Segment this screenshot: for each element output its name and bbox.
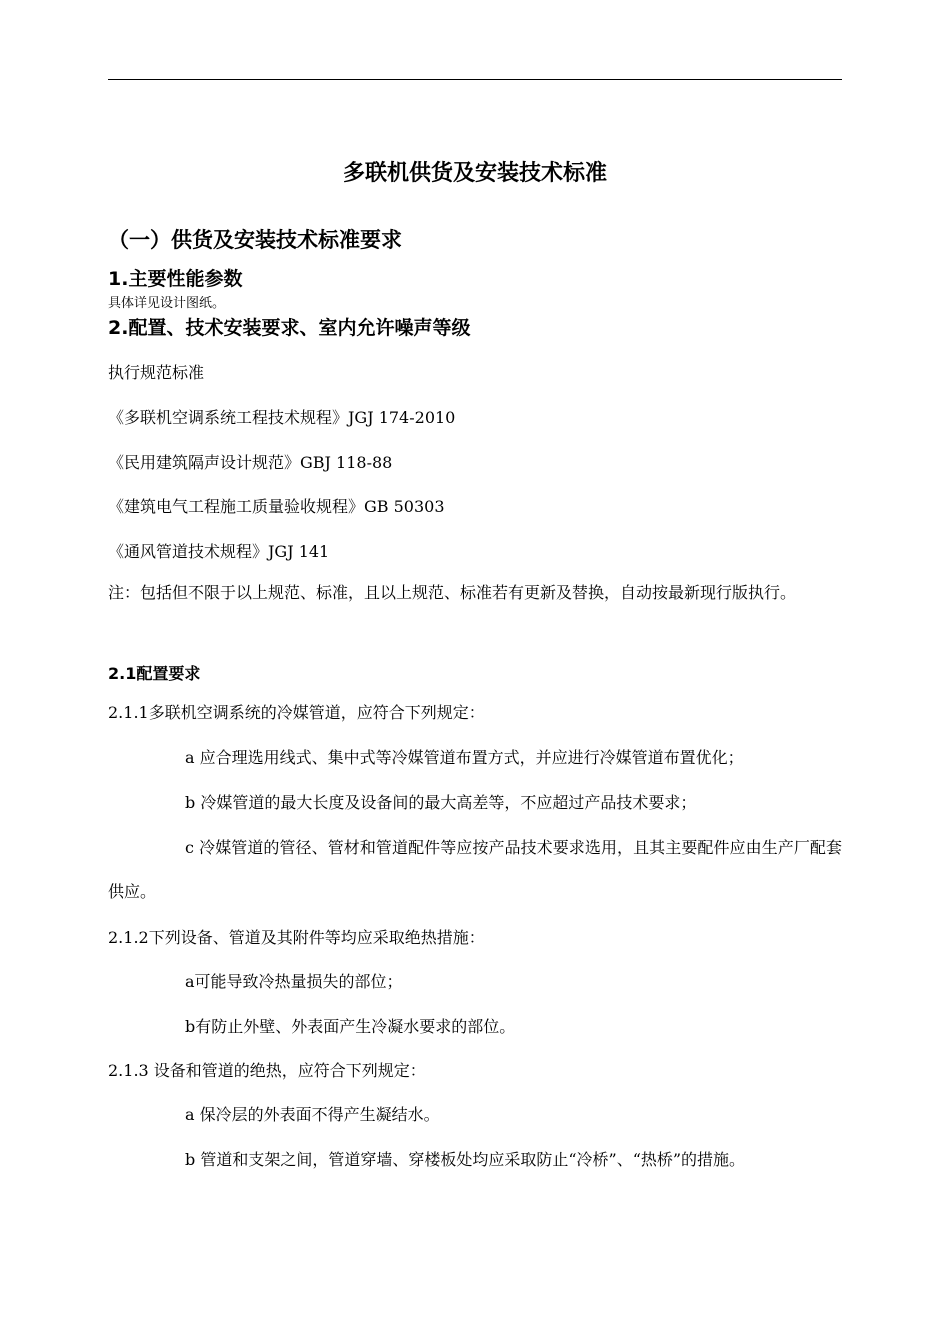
clause-2-1-3-a: a 保冷层的外表面不得产生凝结水。: [185, 1105, 440, 1124]
section-heading-1: （一）供货及安装技术标准要求: [108, 228, 402, 252]
standards-intro: 执行规范标准: [108, 363, 205, 382]
clause-2-1-2-a: a可能导致冷热量损失的部位；: [185, 972, 403, 991]
heading-configuration: 2.配置、技术安装要求、室内允许噪声等级: [108, 317, 471, 339]
standard-item: 《多联机空调系统工程技术规程》JGJ 174-2010: [108, 408, 456, 427]
standards-note: 注：包括但不限于以上规范、标准，且以上规范、标准若有更新及替换，自动按最新现行版执行。: [108, 583, 797, 602]
heading-2-1: 2.1配置要求: [108, 664, 201, 683]
standard-item: 《民用建筑隔声设计规范》GBJ 118-88: [108, 453, 393, 472]
clause-2-1-1: 2.1.1多联机空调系统的冷媒管道，应符合下列规定：: [108, 703, 485, 722]
standard-item: 《通风管道技术规程》JGJ 141: [108, 542, 330, 561]
performance-note: 具体详见设计图纸。: [108, 296, 226, 311]
clause-2-1-2: 2.1.2下列设备、管道及其附件等均应采取绝热措施：: [108, 928, 485, 947]
document-title: 多联机供货及安装技术标准: [342, 161, 607, 186]
clause-2-1-2-b: b有防止外壁、外表面产生冷凝水要求的部位。: [185, 1017, 516, 1036]
clause-2-1-1-b: b 冷媒管道的最大长度及设备间的最大高差等，不应超过产品技术要求；: [185, 793, 697, 812]
clause-2-1-1-a: a 应合理选用线式、集中式等冷媒管道布置方式，并应进行冷媒管道布置优化；: [185, 748, 744, 767]
heading-main-performance: 1.主要性能参数: [108, 268, 243, 290]
standard-item: 《建筑电气工程施工质量验收规程》GB 50303: [108, 497, 445, 516]
clause-2-1-1-c: c 冷媒管道的管径、管材和管道配件等应按产品技术要求选用，且其主要配件应由生产厂配套供应。: [108, 838, 842, 901]
clause-2-1-3-b: b 管道和支架之间，管道穿墙、穿楼板处均应采取防止“冷桥”、“热桥”的措施。: [185, 1150, 746, 1169]
clause-2-1-3: 2.1.3 设备和管道的绝热，应符合下列规定：: [108, 1061, 426, 1080]
